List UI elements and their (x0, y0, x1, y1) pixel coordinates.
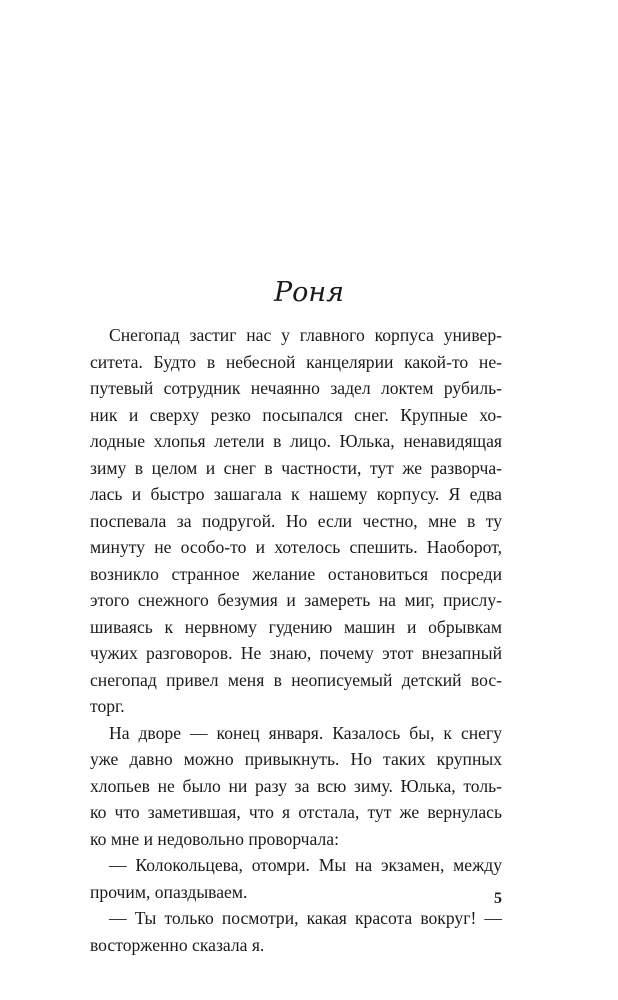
chapter-title: Роня (273, 277, 345, 308)
body-text (90, 322, 502, 958)
text-line: На дворе — конец января. Казалось бы, к снегу (109, 722, 502, 743)
text-line: этого снежного безумия и замереть на миг, прислу- (90, 590, 502, 610)
text-line: ко что заметившая, что я отстала, тут же вернулась (90, 802, 502, 822)
text-line: лодные хлопья летели в лицо. Юлька, ненавидящая (90, 431, 502, 451)
text-line: зиму в целом и снег в частности, тут же разворча- (90, 457, 502, 478)
text-line: прочим, опаздываем. (90, 881, 248, 902)
text-line: ник и сверху резко посыпался снег. Крупные хо- (90, 404, 502, 425)
text-line: ситета. Будто в небесной канцелярии какой-то не- (90, 351, 502, 372)
text-line: путевый сотрудник нечаянно задел локтем рубиль- (90, 378, 502, 398)
text-line: чужих разговоров. Не знаю, почему этот внезапный (90, 643, 502, 663)
text-line: шиваясь к нервному гудению машин и обрывкам (90, 616, 502, 637)
text-line: возникло странное желание остановиться посреди (90, 563, 502, 584)
text-line: ко мне и недовольно проворчала: (90, 828, 339, 849)
text-line: — Колокольцева, отомри. Мы на экзамен, между (109, 855, 502, 875)
text-line: — Ты только посмотри, какая красота вокруг! — (109, 908, 502, 928)
text-line: Снегопад застиг нас у главного корпуса универ- (109, 325, 502, 345)
text-line: торг. (90, 696, 125, 716)
text-line: лась и быстро зашагала к нашему корпусу. Я едва (90, 484, 502, 504)
page-number: 5 (494, 890, 502, 907)
text-line: хлопьев не было ни разу за всю зиму. Юлька, толь- (90, 775, 502, 796)
text-line: уже давно можно привыкнуть. Но таких крупных (90, 749, 502, 769)
text-line: снегопад привел меня в неописуемый детский вос- (90, 669, 502, 690)
text-line: восторженно сказала я. (90, 934, 265, 955)
text-line: поспевала за подругой. Но если честно, мне в ту (90, 510, 502, 531)
text-line: минуту не особо-то и хотелось спешить. Наоборот, (90, 537, 502, 557)
